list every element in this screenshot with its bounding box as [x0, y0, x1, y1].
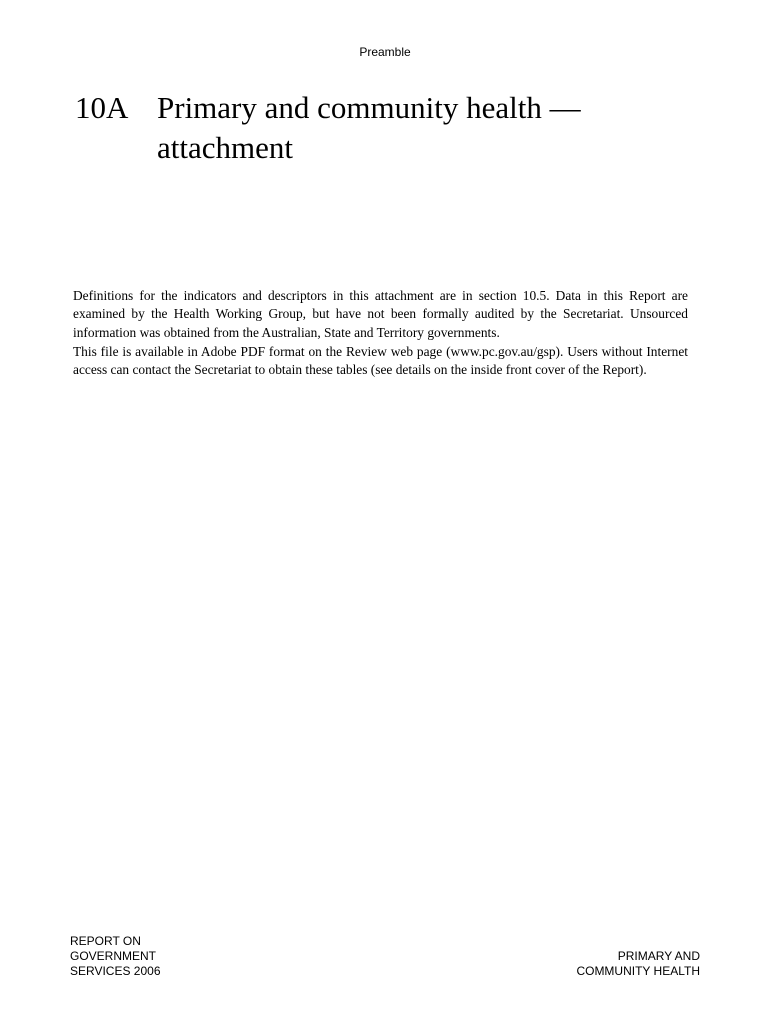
- footer-left-line: SERVICES 2006: [70, 964, 161, 978]
- footer-right-line: COMMUNITY HEALTH: [576, 964, 700, 978]
- chapter-number: 10A: [75, 90, 129, 125]
- availability-paragraph: This file is available in Adobe PDF format on the Review web page (www.pc.gov.au/gsp). Users without Internet access can contact the Secretariat to obtain these tables (see details on the inside front cover of the Report).: [73, 343, 688, 378]
- footer-report-title: [70, 934, 161, 979]
- footer-right-line: PRIMARY AND: [617, 949, 700, 963]
- footer-left-line: GOVERNMENT: [70, 949, 157, 963]
- footer-chapter-name: [576, 949, 700, 979]
- intro-paragraph: Definitions for the indicators and descriptors in this attachment are in section 10.5. Data in this Report are examined by the Health Working Group, but have not been formally audited by the Secretariat. Unsourced information was obtained from the Australian, State and Territory governments.: [73, 288, 688, 340]
- body-text: [73, 287, 688, 380]
- footer-left-line: REPORT ON: [70, 934, 141, 948]
- chapter-title: Primary and community health — attachment: [157, 90, 581, 165]
- running-header: Preamble: [359, 45, 411, 59]
